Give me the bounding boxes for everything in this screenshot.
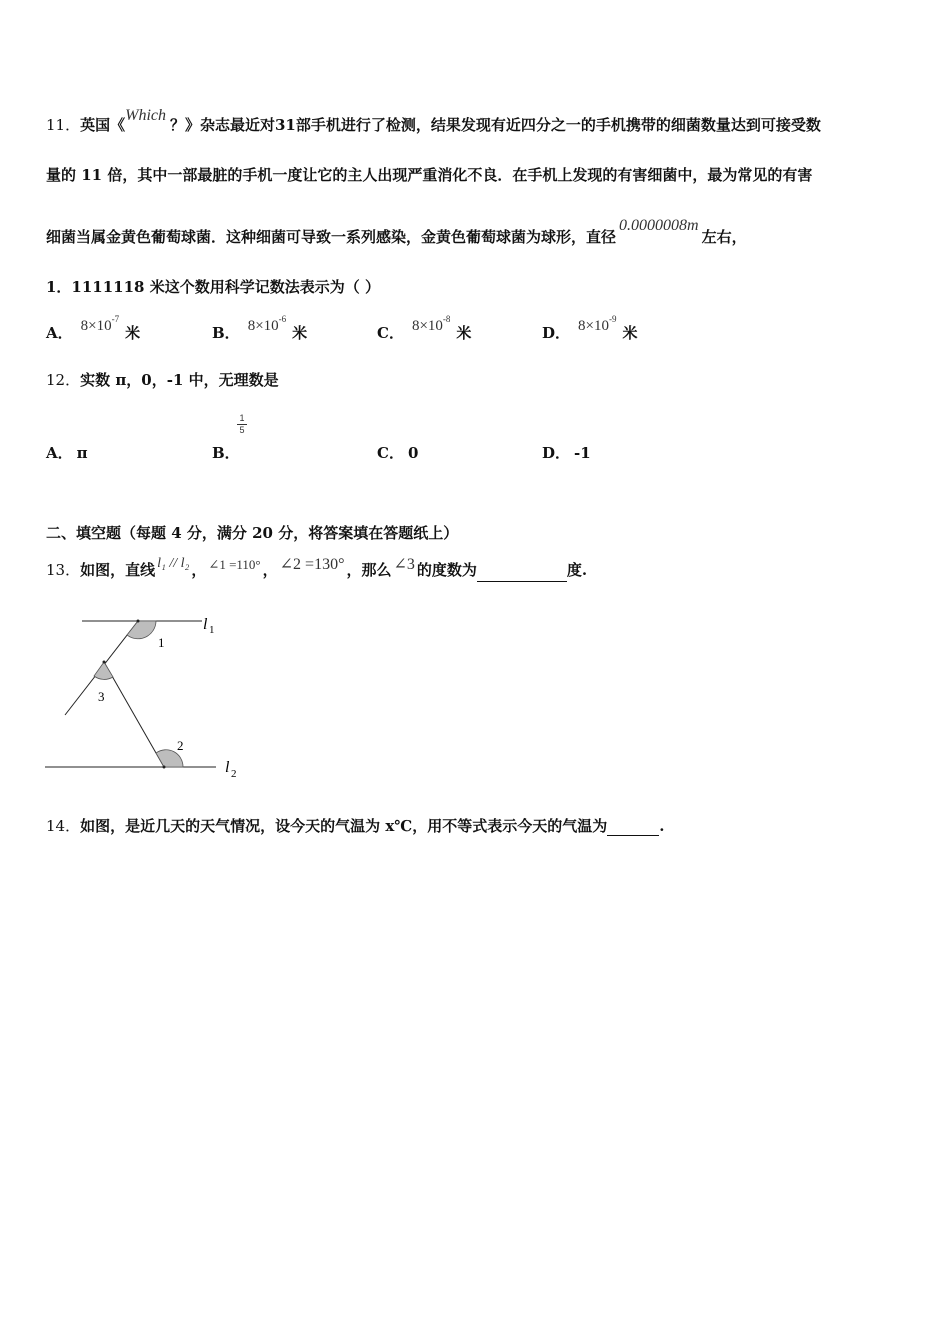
vertex-point	[137, 620, 140, 623]
vertex-point	[163, 766, 166, 769]
angle-3-label: 3	[98, 689, 105, 704]
vertex-point	[103, 661, 106, 664]
transversal-lower	[104, 662, 164, 767]
q14-line: 14．如图，是近几天的天气情况，设今天的气温为 x℃，用不等式表示今天的气温为 .	[46, 817, 665, 835]
l2-subscript: 2	[231, 768, 237, 780]
parallel-lines: l₁ // l₂	[157, 556, 190, 571]
question-number: 13．	[46, 561, 81, 579]
question-number: 12．	[46, 371, 81, 389]
q11-subquestion: 1．1111118 米这个数用科学记数法表示为（ ）	[46, 278, 380, 296]
q11-option-a[interactable]: A． $8\times 10^{-7}$米	[46, 314, 141, 342]
l1-label: l	[203, 616, 208, 633]
q12-option-a[interactable]: A． π	[46, 444, 88, 462]
q12-option-d[interactable]: D． -1	[542, 444, 591, 462]
angle-3-arc	[94, 662, 113, 679]
section-title: 二、填空题（每题 4 分，满分 20 分，将答案填在答题纸上）	[46, 524, 459, 542]
diameter-value: 0.0000008m	[619, 217, 699, 234]
q12-option-c[interactable]: C． 0	[377, 444, 419, 462]
angle-3: ∠3	[393, 556, 415, 573]
q11-line3: 细菌当属金黄色葡萄球菌．这种细菌可导致一系列感染，金黄色葡萄球菌为球形，直径0.0000008m左右，	[46, 217, 747, 246]
question-number: 14．	[46, 817, 81, 835]
q13-figure	[40, 605, 250, 785]
q12-line: 12．实数 π，0，-1 中，无理数是	[46, 371, 279, 389]
answer-blank[interactable]	[607, 817, 659, 836]
question-number: 11．	[46, 116, 81, 134]
q11-line1: 11．英国《Which？》杂志最近对31部手机进行了检测，结果发现有近四分之一的手机携带的细菌数量达到可接受数	[46, 107, 821, 134]
angle-1-arc	[127, 621, 156, 639]
q12-option-b[interactable]: B．	[212, 444, 240, 462]
fraction-one-fifth: 1 5	[236, 413, 248, 436]
q11-line2: 量的 11 倍，其中一部最脏的手机一度让它的主人出现严重消化不良．在手机上发现的有害细菌中，最为常见的有害	[46, 166, 813, 184]
angle-2: ∠2 =130°	[279, 556, 345, 573]
angle-1: ∠1 =110°	[208, 557, 261, 572]
l2-label: l	[225, 759, 230, 776]
q11-option-b[interactable]: B． $8\times 10^{-6}$米	[212, 314, 308, 342]
l1-subscript: 1	[209, 624, 215, 636]
angle-2-label: 2	[177, 738, 184, 753]
magazine-name: Which	[125, 107, 166, 124]
angle-1-label: 1	[158, 635, 165, 650]
q11-option-d[interactable]: D． $8\times 10^{-9}$米	[542, 314, 638, 342]
answer-blank[interactable]	[477, 563, 567, 582]
q13-line: 13．如图，直线 l₁ // l₂ ， ∠1 =110° ， ∠2 =130° ，那么 ∠3 的度数为 度.	[46, 560, 587, 582]
q11-option-c[interactable]: C． $8\times 10^{-8}$米	[377, 314, 472, 342]
